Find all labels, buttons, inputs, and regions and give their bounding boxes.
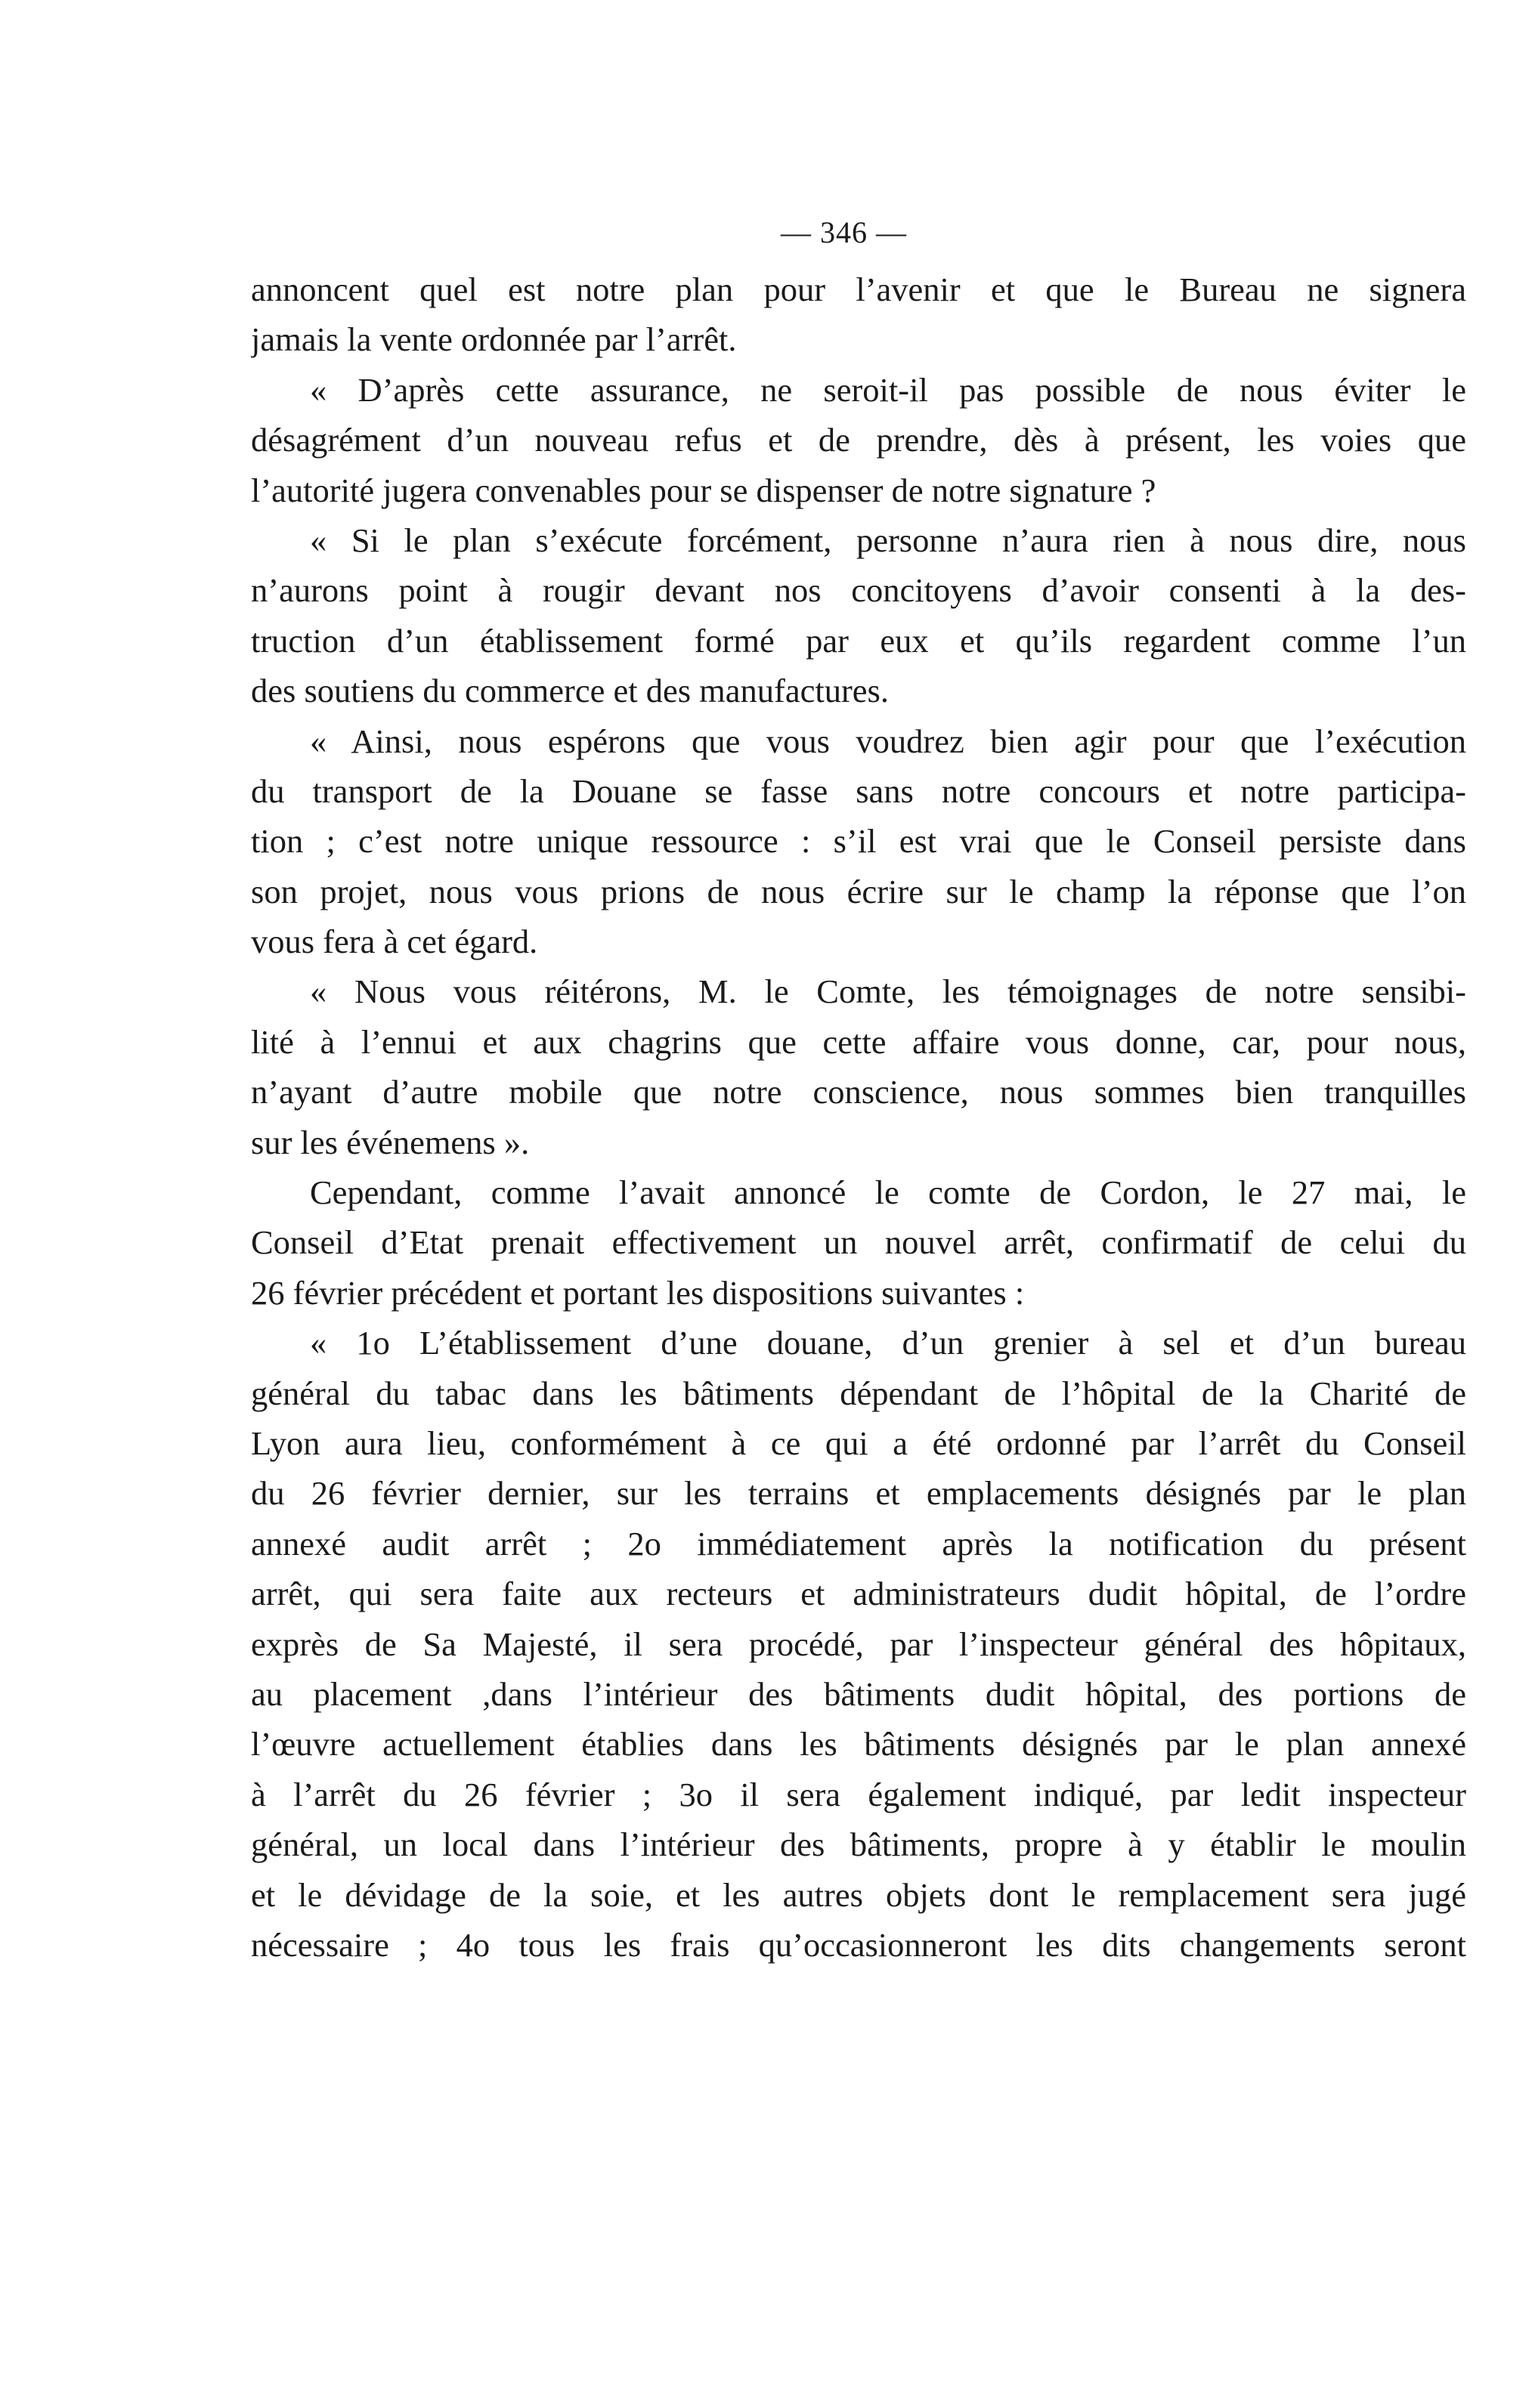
text-line: des soutiens du commerce et des manufactures. (251, 672, 889, 710)
text-line: « Si le plan s’exécute forcément, personne n’aura rien à nous dire, nous (310, 521, 1466, 559)
body-text (251, 264, 1466, 1970)
text-line: du transport de la Douane se fasse sans notre concours et notre participa- (251, 771, 1466, 810)
text-line: « 1o L’établissement d’une douane, d’un grenier à sel et d’un bureau (310, 1324, 1466, 1362)
text-line: n’aurons point à rougir devant nos concitoyens d’avoir consenti à la des- (251, 571, 1466, 610)
text-line: Conseil d’Etat prenait effectivement un nouvel arrêt, confirmatif de celui du (251, 1223, 1466, 1262)
text-line: jamais la vente ordonnée par l’arrêt. (251, 320, 737, 359)
text-line: sur les événemens ». (251, 1123, 530, 1161)
text-line: à l’arrêt du 26 février ; 3o il sera également indiqué, par ledit inspecteur (251, 1775, 1466, 1813)
text-line: annoncent quel est notre plan pour l’avenir et que le Bureau ne signera (251, 270, 1466, 308)
text-line: son projet, nous vous prions de nous écrire sur le champ la réponse que l’on (251, 872, 1466, 910)
text-line: exprès de Sa Majesté, il sera procédé, par l’inspecteur général des hôpitaux, (251, 1624, 1466, 1663)
text-line: 26 février précédent et portant les dispositions suivantes : (251, 1273, 1025, 1312)
text-line: désagrément d’un nouveau refus et de prendre, dès à présent, les voies que (251, 421, 1466, 459)
text-line: l’œuvre actuellement établies dans les bâtiments désignés par le plan annexé (251, 1725, 1466, 1763)
text-line: du 26 février dernier, sur les terrains et emplacements désignés par le plan (251, 1474, 1466, 1513)
text-line: général, un local dans l’intérieur des bâtiments, propre à y établir le moulin (251, 1825, 1466, 1864)
text-line: Lyon aura lieu, conformément à ce qui a été ordonné par l’arrêt du Conseil (251, 1423, 1466, 1462)
text-line: Cependant, comme l’avait annoncé le comte de Cordon, le 27 mai, le (310, 1173, 1466, 1212)
text-line: n’ayant d’autre mobile que notre conscience, nous sommes bien tranquilles (251, 1073, 1466, 1111)
text-line: et le dévidage de la soie, et les autres objets dont le remplacement sera jugé (251, 1875, 1466, 1914)
text-line: l’autorité jugera convenables pour se dispenser de notre signature ? (251, 471, 1156, 509)
text-line: arrêt, qui sera faite aux recteurs et administrateurs dudit hôpital, de l’ordre (251, 1575, 1466, 1613)
text-line: annexé audit arrêt ; 2o immédiatement après la notification du présent (251, 1524, 1466, 1563)
text-line: au placement ,dans l’intérieur des bâtiments dudit hôpital, des portions de (251, 1674, 1466, 1713)
page-number: — 346 — (781, 215, 907, 249)
text-line: lité à l’ennui et aux chagrins que cette affaire vous donne, car, pour nous, (251, 1022, 1466, 1061)
text-line: truction d’un établissement formé par eux et qu’ils regardent comme l’un (251, 621, 1466, 660)
text-line: « Ainsi, nous espérons que vous voudrez bien agir pour que l’exécution (310, 722, 1466, 760)
text-line: tion ; c’est notre unique ressource : s’il est vrai que le Conseil persiste dans (251, 822, 1466, 861)
text-line: « Nous vous réitérons, M. le Comte, les témoignages de notre sensibi- (310, 972, 1466, 1011)
text-line: « D’après cette assurance, ne seroit-il pas possible de nous éviter le (310, 370, 1466, 409)
text-line: général du tabac dans les bâtiments dépendant de l’hôpital de la Charité de (251, 1374, 1466, 1412)
text-line: vous fera à cet égard. (251, 923, 538, 961)
text-line: nécessaire ; 4o tous les frais qu’occasionneront les dits changements seront (251, 1925, 1466, 1964)
